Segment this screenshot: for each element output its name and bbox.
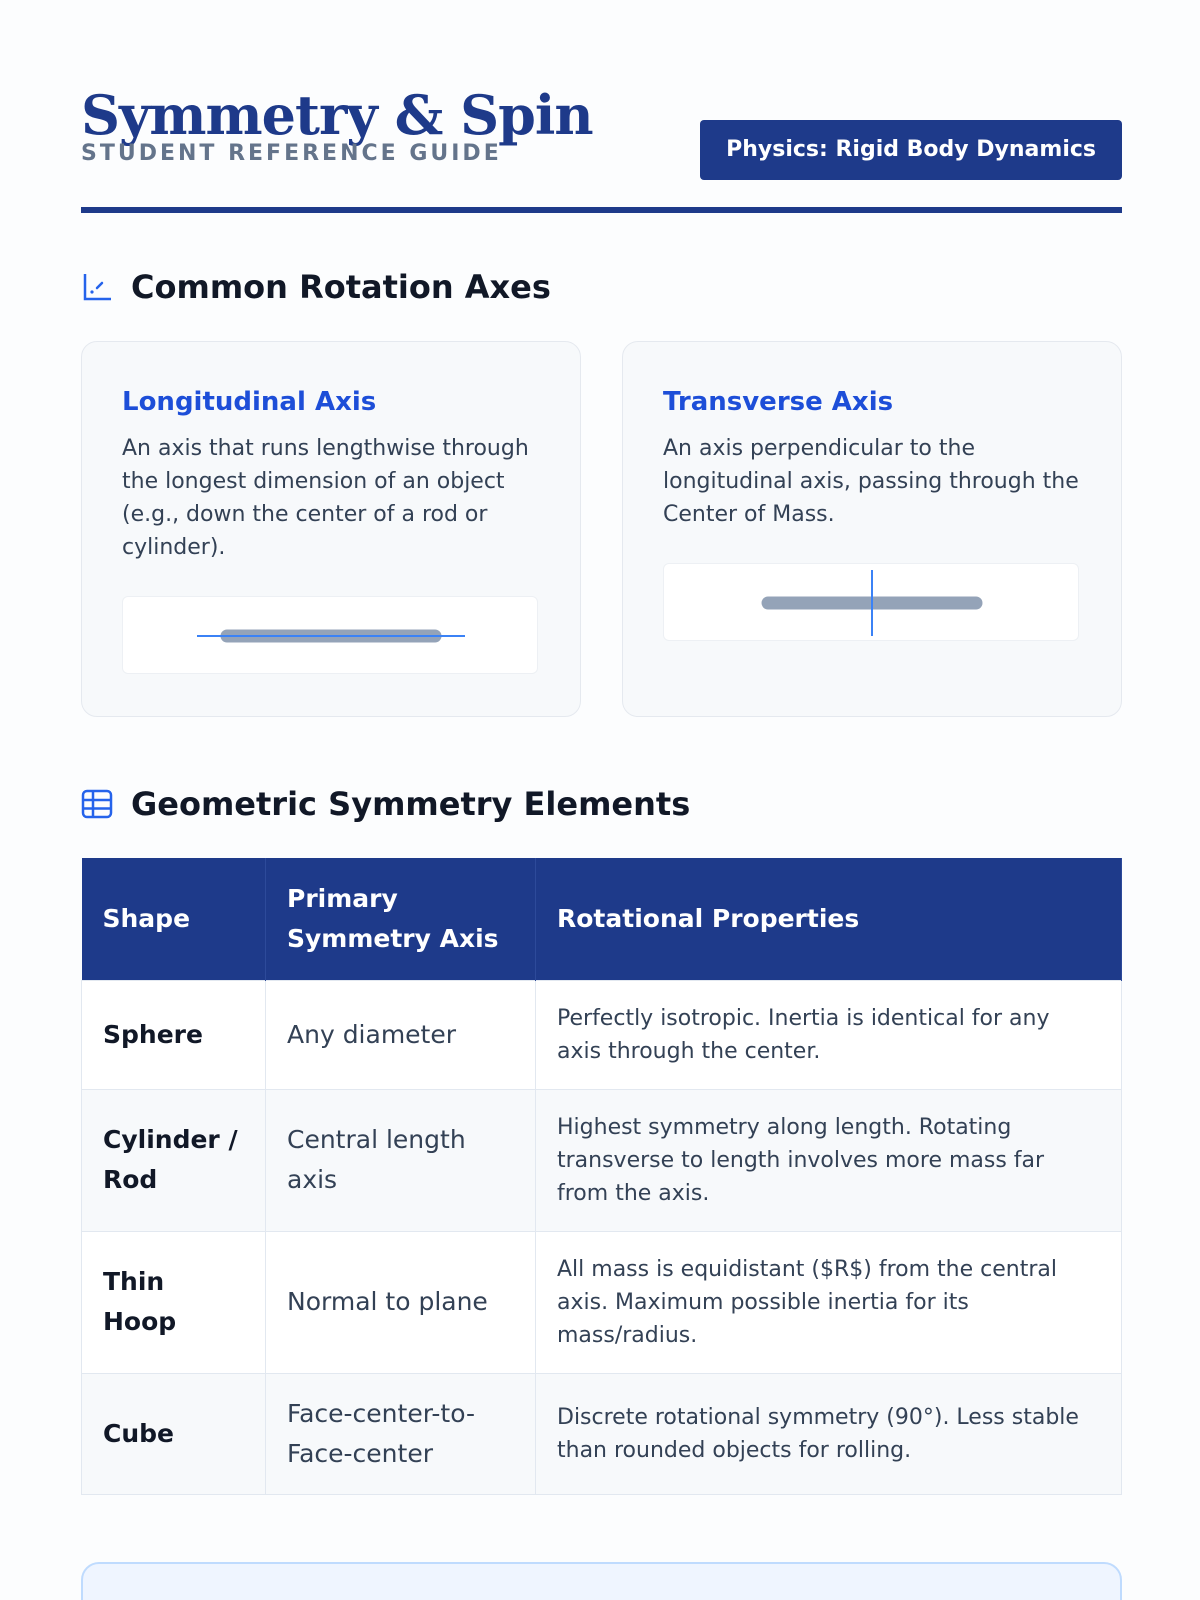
chart-axes-icon [81, 271, 113, 303]
section-title-text: Common Rotation Axes [131, 268, 551, 306]
cell-axis: Central length axis [266, 1089, 536, 1231]
card-description: An axis perpendicular to the longitudinal axis, passing through the Center of Mass. [663, 436, 1079, 527]
column-header-axis: Primary Symmetry Axis [266, 858, 536, 980]
topic-badge: Physics: Rigid Body Dynamics [700, 120, 1122, 180]
cell-properties: Discrete rotational symmetry (90°). Less stable than rounded objects for rolling. [536, 1373, 1122, 1494]
cell-shape: Cube [82, 1373, 266, 1494]
table-row [82, 1089, 1122, 1231]
longitudinal-axis-card [81, 341, 581, 717]
cell-properties: Perfectly isotropic. Inertia is identical for any axis through the center. [536, 980, 1122, 1089]
cell-shape: Thin Hoop [82, 1231, 266, 1373]
page-subtitle: STUDENT REFERENCE GUIDE [81, 141, 502, 166]
transverse-axis-card [622, 341, 1122, 717]
rotation-axes-heading [81, 268, 551, 306]
transverse-axis-diagram [663, 563, 1079, 641]
symmetry-elements-heading [81, 785, 690, 823]
table-row [82, 980, 1122, 1089]
card-description: An axis that runs lengthwise through the longest dimension of an object (e.g., down the center of a rod or cylinder). [122, 436, 529, 560]
table-icon [81, 788, 113, 820]
section-title-text: Geometric Symmetry Elements [131, 785, 691, 823]
column-header-shape: Shape [82, 858, 266, 980]
symmetry-table [81, 858, 1122, 1495]
page-header [81, 82, 1122, 168]
cell-axis: Face-center-to-Face-center [266, 1373, 536, 1494]
cell-axis: Normal to plane [266, 1231, 536, 1373]
cell-shape: Cylinder / Rod [82, 1089, 266, 1231]
column-header-properties: Rotational Properties [536, 858, 1122, 980]
longitudinal-axis-diagram [122, 596, 538, 674]
cell-shape: Sphere [82, 980, 266, 1089]
header-divider [81, 207, 1122, 213]
cell-properties: Highest symmetry along length. Rotating transverse to length involves more mass far from the axis. [536, 1089, 1122, 1231]
card-title: Longitudinal Axis [122, 387, 377, 417]
table-row [82, 1231, 1122, 1373]
page-title: Symmetry & Spin [81, 83, 593, 147]
callout-box [81, 1562, 1122, 1600]
cell-axis: Any diameter [266, 980, 536, 1089]
table-row [82, 1373, 1122, 1494]
cell-properties: All mass is equidistant ($R$) from the central axis. Maximum possible inertia for its mass/radius. [536, 1231, 1122, 1373]
table-header-row [82, 858, 1122, 980]
card-title: Transverse Axis [663, 387, 894, 417]
